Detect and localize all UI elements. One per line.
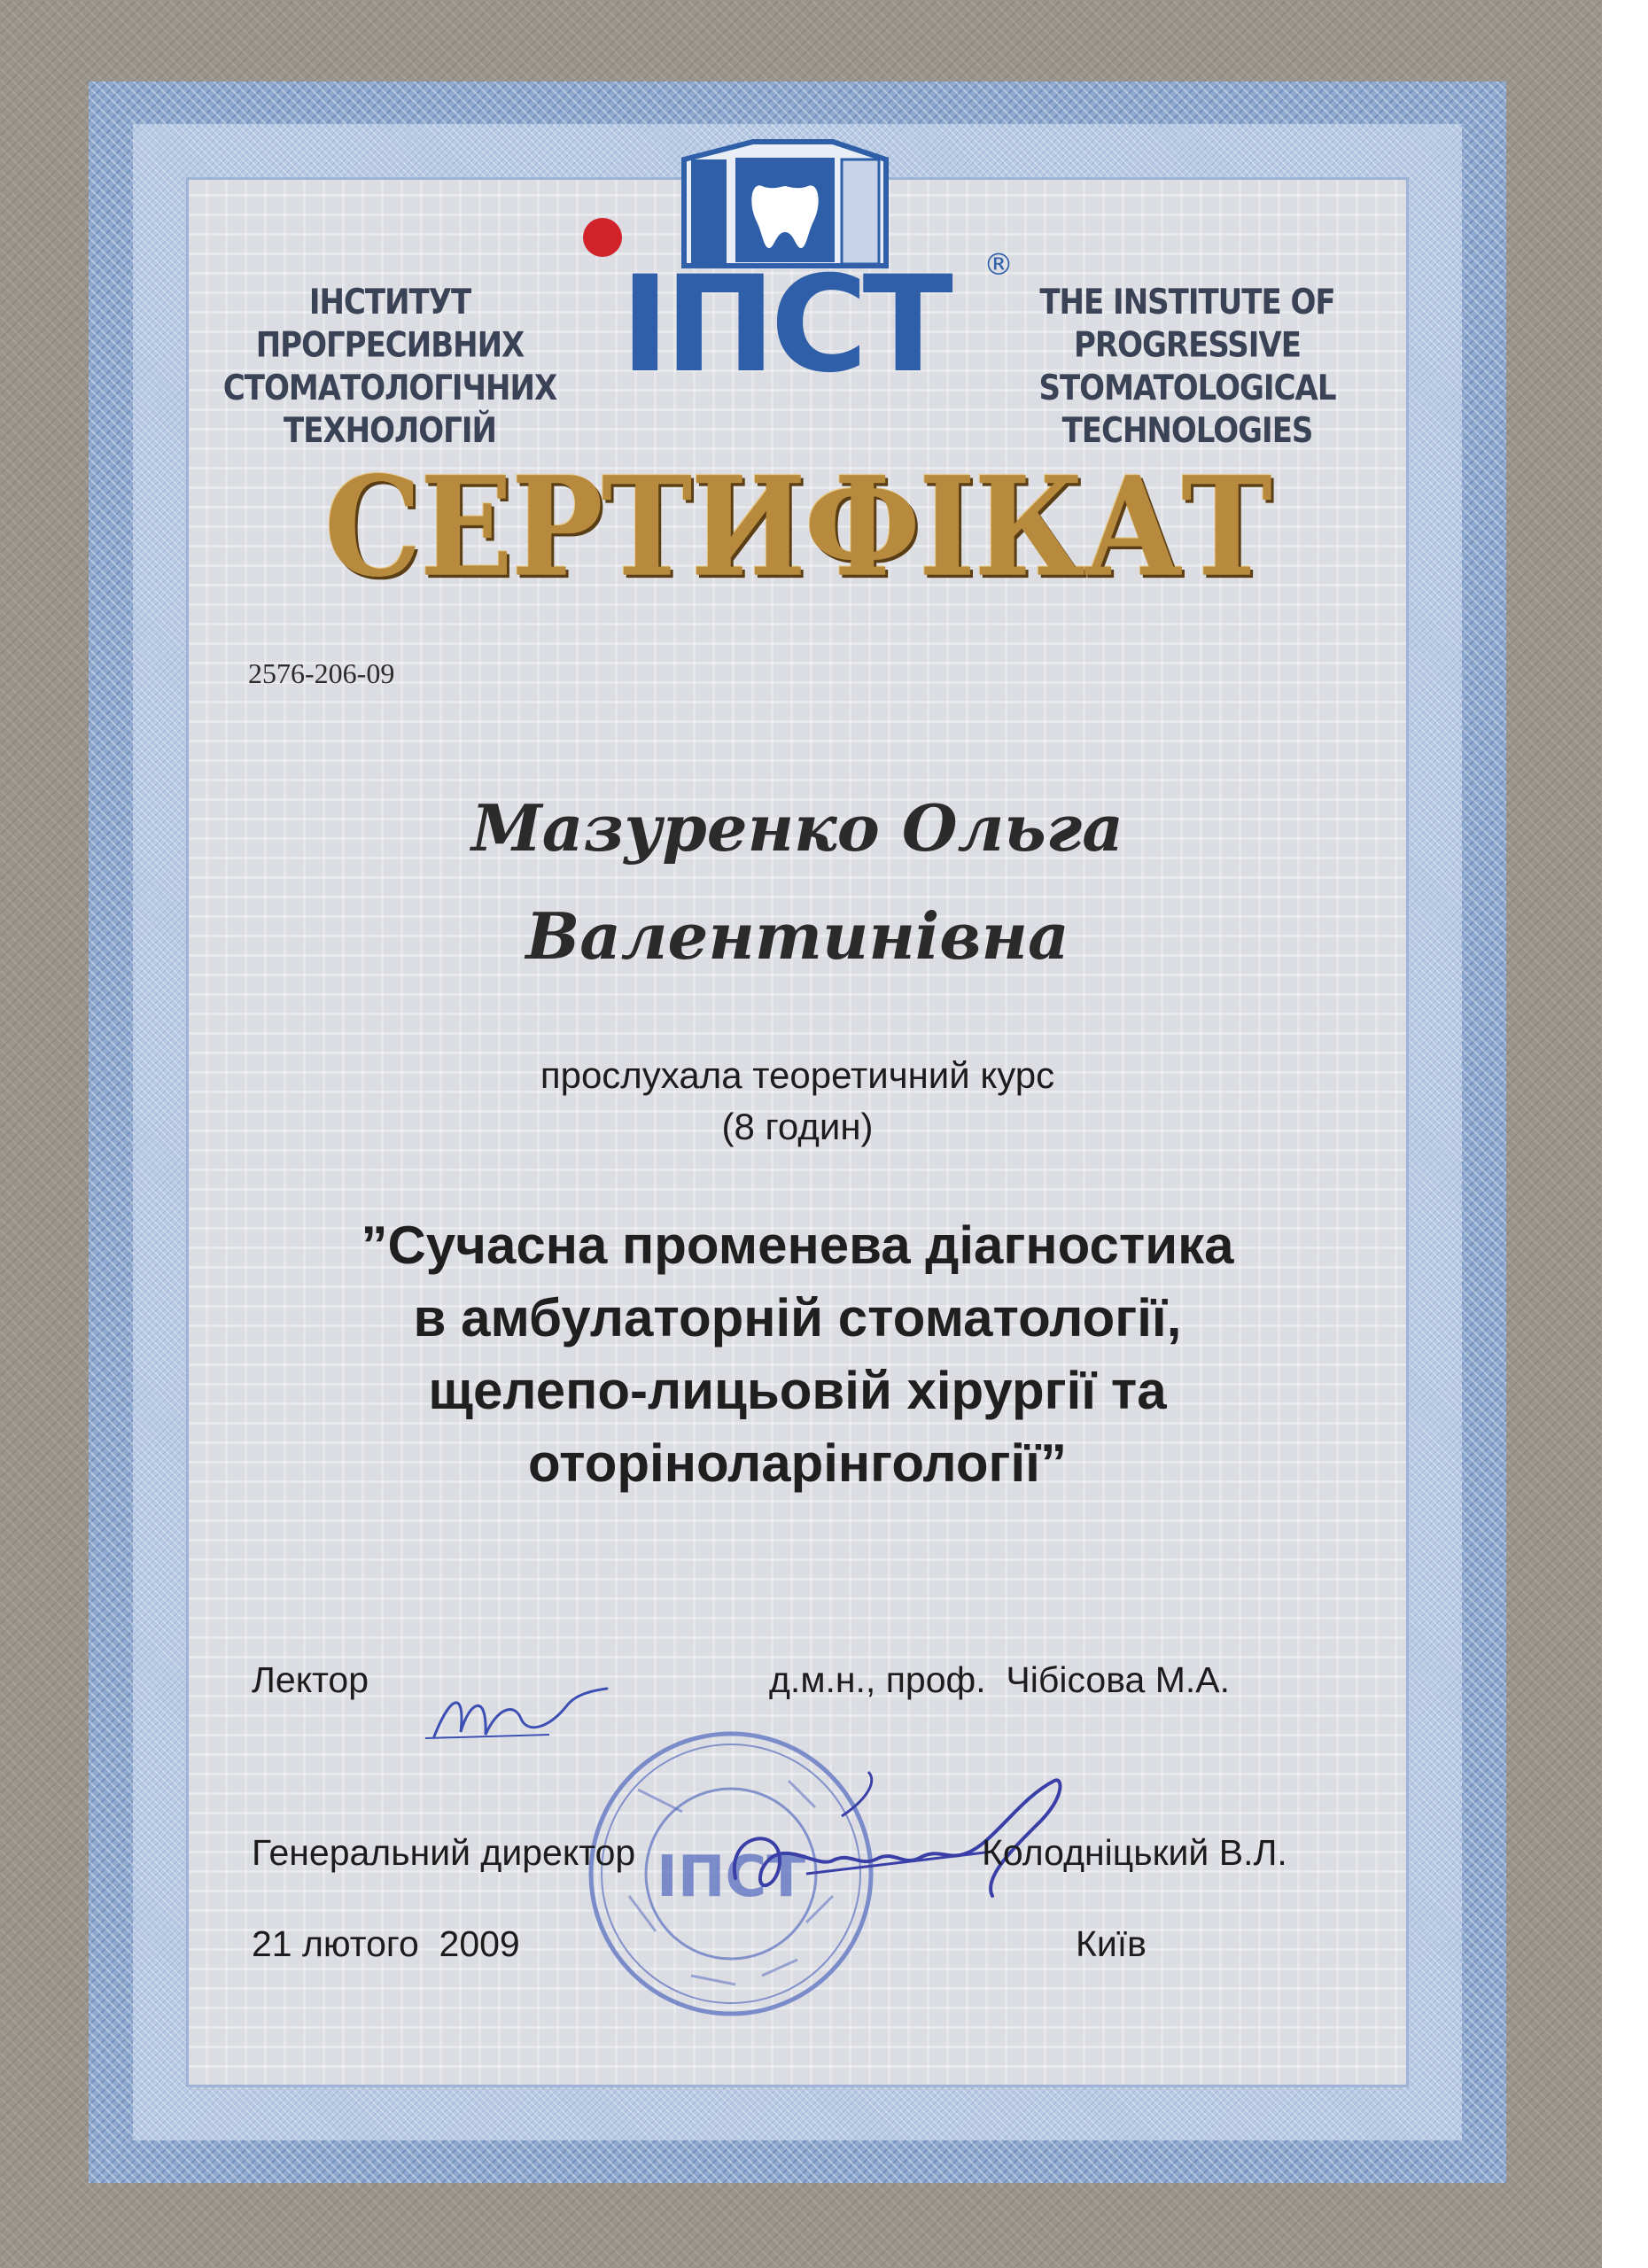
course-title-line4: оторіноларінгології” (527, 1433, 1068, 1493)
course-intro (186, 1050, 1409, 1153)
institute-name-ua-line2: СТОМАТОЛОГІЧНИХ ТЕХНОЛОГІЙ (222, 368, 557, 452)
recipient-name-line1: Мазуренко Ольга (471, 790, 1123, 866)
scan-edge (1602, 0, 1648, 2268)
course-title (230, 1209, 1364, 1500)
registered-mark: ® (983, 247, 1014, 283)
red-dot-icon (583, 218, 622, 257)
course-title-line1: ”Сучасна променева діагностика (361, 1216, 1234, 1275)
director-name: Колодніцький В.Л. (982, 1832, 1287, 1873)
logo-text: ІПСТ (620, 248, 948, 402)
lector-label: Лектор (252, 1659, 369, 1700)
institute-name-en-line2: STOMATOLOGICAL TECHNOLOGIES (1038, 368, 1336, 452)
institute-logo (567, 133, 1014, 402)
course-hours: (8 годин) (721, 1106, 874, 1147)
certificate-number: 2576-206-09 (248, 657, 395, 689)
recipient-name-line2: Валентинівна (525, 898, 1069, 974)
institute-name-ua (204, 281, 576, 452)
institute-name-en-line1: THE INSTITUTE OF PROGRESSIVE (1039, 282, 1335, 366)
tooth-building-icon (684, 142, 886, 266)
director-label: Генеральний директор (252, 1832, 636, 1873)
course-title-line3: щелепо-лицьовій хірургії та (428, 1361, 1167, 1420)
certificate-title: СЕРТИФІКАТ (324, 446, 1271, 608)
seal-logo-text: ІПСТ (657, 1845, 805, 1910)
course-intro-line1: прослухала теоретичний курс (540, 1054, 1055, 1096)
lector-name: д.м.н., проф. Чібісова М.А. (769, 1659, 1231, 1700)
issue-city: Київ (1076, 1923, 1147, 1964)
course-title-line2: в амбулаторній стоматології, (413, 1288, 1182, 1348)
issue-date: 21 лютого 2009 (252, 1923, 520, 1964)
institute-name-en (992, 281, 1382, 452)
lector-signature (416, 1657, 611, 1754)
institute-name-ua-line1: ІНСТИТУТ ПРОГРЕСИВНИХ (255, 282, 525, 366)
